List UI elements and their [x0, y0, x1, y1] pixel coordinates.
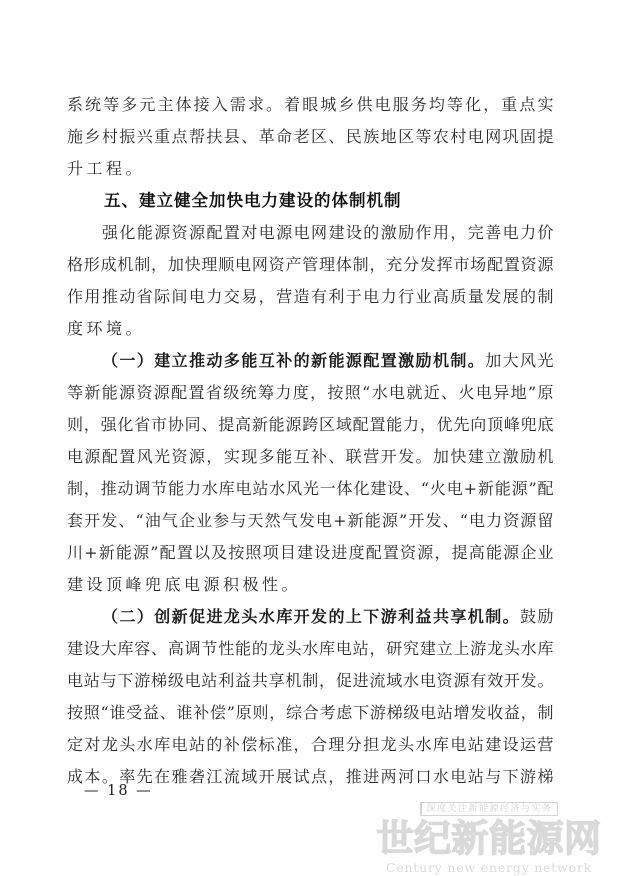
paragraph-line: 川+新能源”配置以及按照项目建设进度配置资源，提高能源企业: [67, 543, 554, 562]
paragraph-line: 格形成机制，加快理顺电网资产管理体制，充分发挥市场配置资源: [67, 255, 554, 274]
paragraph-line: [67, 601, 554, 633]
paragraph-line: 施乡村振兴重点帮扶县、革命老区、民族地区等农村电网巩固提: [67, 127, 554, 146]
watermark-tagline: 深度关注新能源经济与实务: [420, 802, 557, 816]
paragraph-line: 作用推动省际间电力交易，营造有利于电力行业高质量发展的制: [67, 287, 554, 306]
paragraph-line: 则，强化省市协同、提高新能源跨区域配置能力，优先向顶峰兜底: [67, 415, 554, 434]
paragraph-line: 定对龙头水库电站的补偿标准，合理分担龙头水库电站建设运营: [67, 735, 554, 754]
paragraph-line: 制，推动调节能力水库电站水风光一体化建设、“火电+新能源”配: [67, 479, 554, 498]
section-heading: 五、建立健全加快电力建设的体制机制: [104, 191, 402, 210]
paragraph-text: 加大风光: [485, 351, 554, 370]
paragraph-line: 升工程。: [67, 159, 146, 178]
paragraph-line: 按照“谁受益、谁补偿”原则，综合考虑下游梯级电站增发收益，制: [67, 703, 554, 722]
paragraph-text: 鼓励: [520, 607, 554, 626]
paragraph-line: 套开发、“油气企业参与天然气发电+新能源”开发、“电力资源留: [67, 511, 554, 530]
paragraph-line: 建设大库容、高调节性能的龙头水库电站，研究建立上游龙头水库: [67, 639, 554, 658]
paragraph-line: 度环境。: [67, 319, 146, 338]
page-number: — 18 —: [84, 783, 153, 799]
paragraph-line: 等新能源资源配置省级统筹力度，按照“水电就近、火电异地”原: [67, 383, 554, 402]
paragraph-line: 建设顶峰兜底电源积极性。: [67, 575, 302, 594]
item-lead-text: （一）建立推动多能互补的新能源配置激励机制。: [102, 351, 486, 370]
watermark-subtitle: Century new energy network: [385, 860, 593, 875]
watermark-logo-text: 世纪新能源网: [376, 817, 602, 860]
item-lead-text: （二）创新促进龙头水库开发的上下游利益共享机制。: [102, 607, 521, 626]
paragraph-line: 电源配置风光资源，实现多能互补、联营开发。加快建立激励机: [67, 447, 554, 466]
watermark: [375, 796, 603, 875]
paragraph-line: 成本。率先在雅砻江流域开展试点，推进两河口水电站与下游梯: [67, 767, 554, 786]
paragraph-line: 强化能源资源配置对电源电网建设的激励作用，完善电力价: [102, 223, 554, 242]
paragraph-line: 系统等多元主体接入需求。着眼城乡供电服务均等化，重点实: [67, 95, 554, 114]
paragraph-line: [67, 345, 554, 377]
paragraph-line: 电站与下游梯级电站利益共享机制，促进流域水电资源有效开发。: [67, 671, 554, 690]
body-text: [67, 89, 554, 793]
